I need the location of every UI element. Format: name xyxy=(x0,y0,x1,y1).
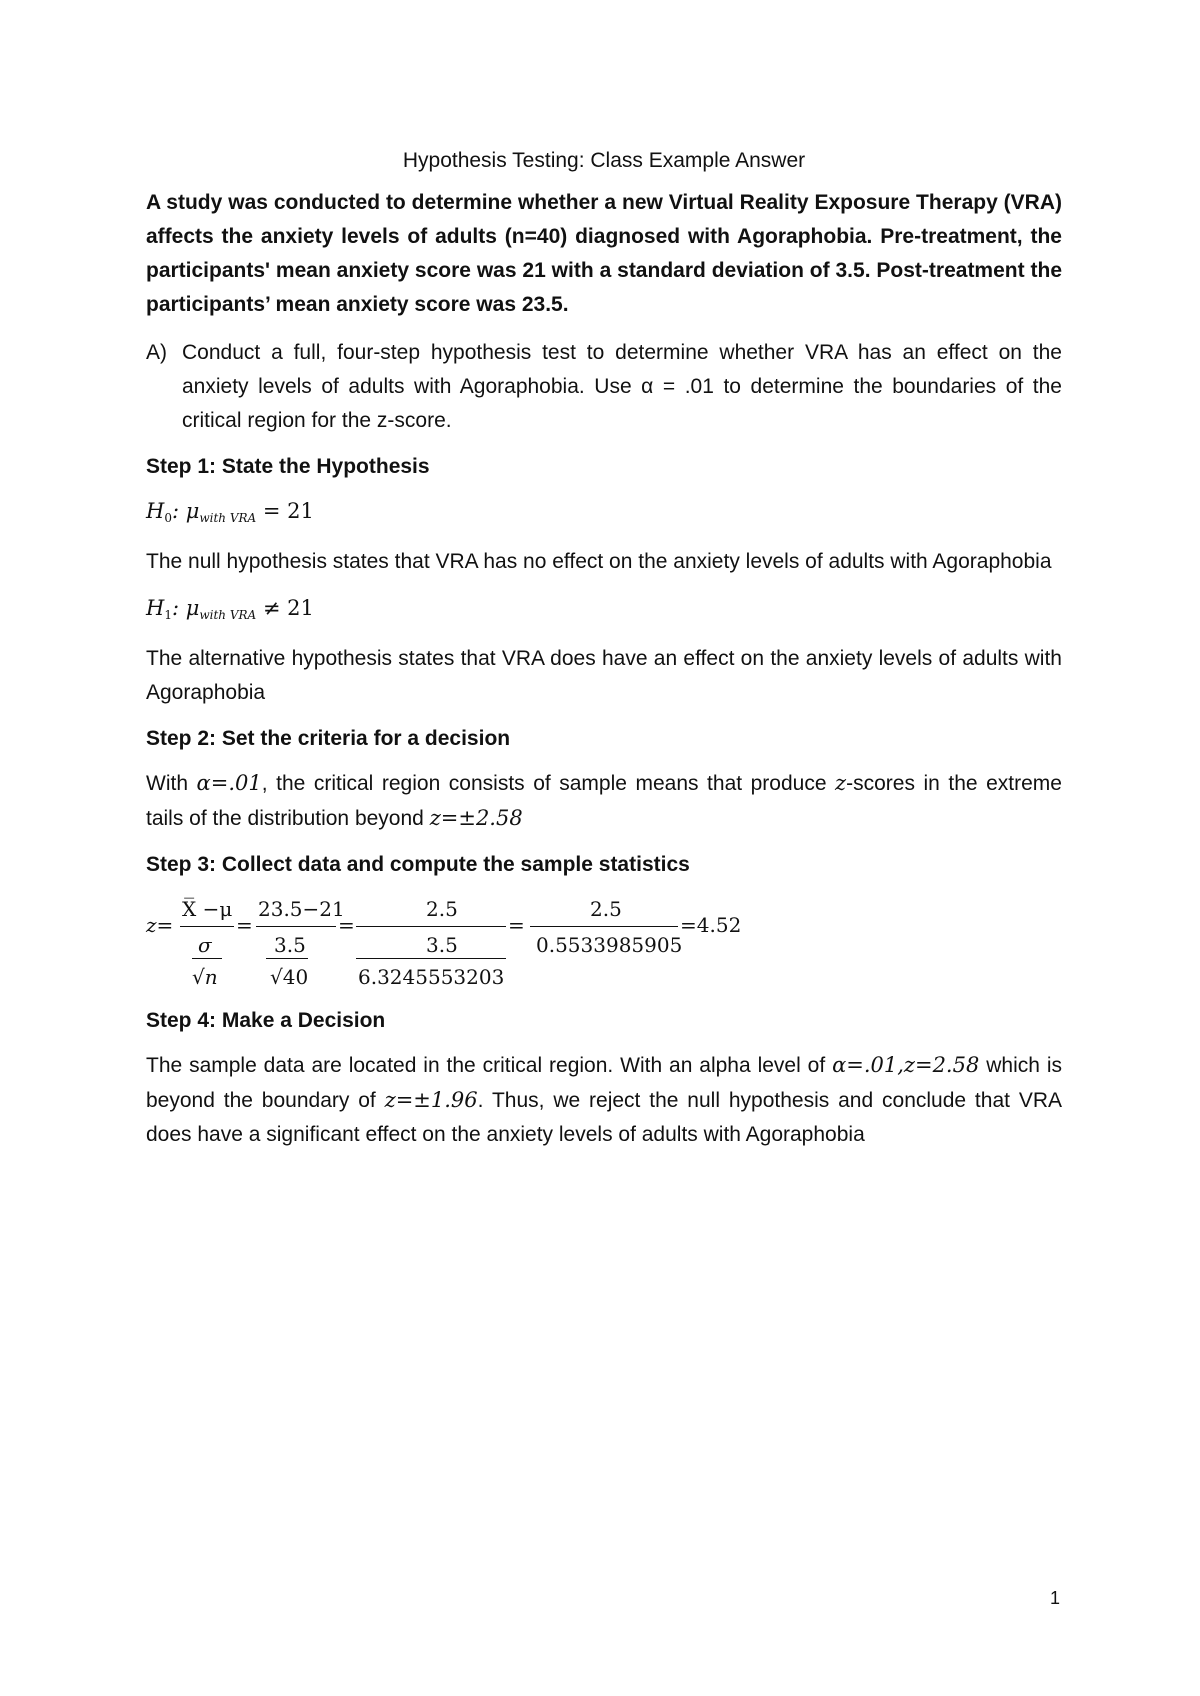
alternative-hypothesis-text: The alternative hypothesis states that VRA does have an effect on the anxiety levels of adults with Agoraphobia xyxy=(146,647,1062,704)
formula-z-equals: z= xyxy=(146,913,174,937)
step4-alpha-z: α=.01,z=2.58 xyxy=(832,1053,980,1077)
formula-num2: 23.5−21 xyxy=(258,897,345,921)
h1-relation: ≠ 21 xyxy=(262,596,314,620)
page-number: 1 xyxy=(1049,1588,1060,1608)
formula-den1: σ xyxy=(198,933,212,957)
problem-statement: A study was conducted to determine whether a new Virtual Reality Exposure Therapy (VRA) affects the anxiety levels of adults (n=40) diagnosed with Agoraphobia. Pre-treatment, the participants' mean anxiety score was 21 with a standard deviation of 3.5. Post-treatment the participants’ mean anxiety score was 23.5. xyxy=(146,191,1062,316)
formula-eq2: = xyxy=(338,913,355,937)
formula-den2: 3.5 xyxy=(274,933,306,957)
step4-heading: Step 4: Make a Decision xyxy=(146,1009,386,1032)
question-text: Conduct a full, four-step hypothesis test to determine whether VRA has an effect on the anxiety levels of adults with Agoraphobia. Use α = .01 to determine the boundaries of the critical region for the z-score. xyxy=(182,341,1062,432)
step4-text-pre: The sample data are located in the critical region. With an alpha level of xyxy=(146,1054,833,1077)
h0-mu: : μ xyxy=(171,499,200,523)
formula-bar2 xyxy=(256,926,336,927)
formula-bar1b xyxy=(192,958,222,959)
z-score-formula xyxy=(146,892,1062,992)
h0-symbol: H xyxy=(146,499,165,523)
h1-index: 1 xyxy=(164,608,172,622)
document-body xyxy=(146,144,1062,1164)
formula-bar2b xyxy=(266,958,308,959)
formula-bar3 xyxy=(356,926,506,927)
h0-subscript: with VRA xyxy=(199,511,257,525)
step2-heading: Step 2: Set the criteria for a decision xyxy=(146,727,511,750)
null-hypothesis xyxy=(146,494,1062,535)
formula-bar1 xyxy=(180,926,234,927)
formula-eq3: = xyxy=(508,913,525,937)
step4-text-mid: which is beyond the boundary of xyxy=(146,1054,1062,1112)
formula-eq1: = xyxy=(236,913,253,937)
formula-den4: 0.5533985905 xyxy=(536,933,683,957)
alternative-hypothesis xyxy=(146,591,1062,632)
page-title: Hypothesis Testing: Class Example Answer xyxy=(402,149,806,172)
formula-num1: X̅ −μ xyxy=(182,897,233,921)
formula-den3b: 6.3245553203 xyxy=(358,965,505,989)
step2-alpha: α=.01 xyxy=(196,771,262,795)
step2-text-mid: , the critical region consists of sample means that produce xyxy=(261,772,836,795)
step4-text-post: . Thus, we reject the null hypothesis and conclude that VRA does have a significant effect on the anxiety levels of adults with Agoraphobia xyxy=(146,1089,1062,1146)
step2-z: z xyxy=(835,771,847,795)
question-a xyxy=(146,336,1062,438)
h1-symbol: H xyxy=(146,596,165,620)
question-letter: A) xyxy=(146,341,167,364)
formula-den1b: √n xyxy=(192,965,218,989)
formula-result: =4.52 xyxy=(680,913,742,937)
formula-num4: 2.5 xyxy=(590,897,622,921)
step2-text xyxy=(146,766,1062,836)
formula-bar4 xyxy=(530,926,678,927)
formula-bar3b xyxy=(356,958,506,959)
step4-text xyxy=(146,1048,1062,1152)
step2-boundary: z=±2.58 xyxy=(429,806,523,830)
h1-mu: : μ xyxy=(171,596,200,620)
step3-heading: Step 3: Collect data and compute the sample statistics xyxy=(146,853,690,876)
step2-text-post: -scores in the extreme tails of the distribution beyond xyxy=(146,772,1062,830)
h0-relation: = 21 xyxy=(262,499,314,523)
formula-num3: 2.5 xyxy=(426,897,458,921)
formula-den2b: √40 xyxy=(270,965,309,989)
h0-index: 0 xyxy=(164,511,172,525)
formula-den3: 3.5 xyxy=(426,933,458,957)
step2-text-pre: With xyxy=(146,772,197,795)
step4-boundary: z=±1.96 xyxy=(384,1088,478,1112)
step1-heading: Step 1: State the Hypothesis xyxy=(146,455,430,478)
null-hypothesis-text: The null hypothesis states that VRA has no effect on the anxiety levels of adults with Agoraphobia xyxy=(146,550,1052,573)
h1-subscript: with VRA xyxy=(199,608,257,622)
